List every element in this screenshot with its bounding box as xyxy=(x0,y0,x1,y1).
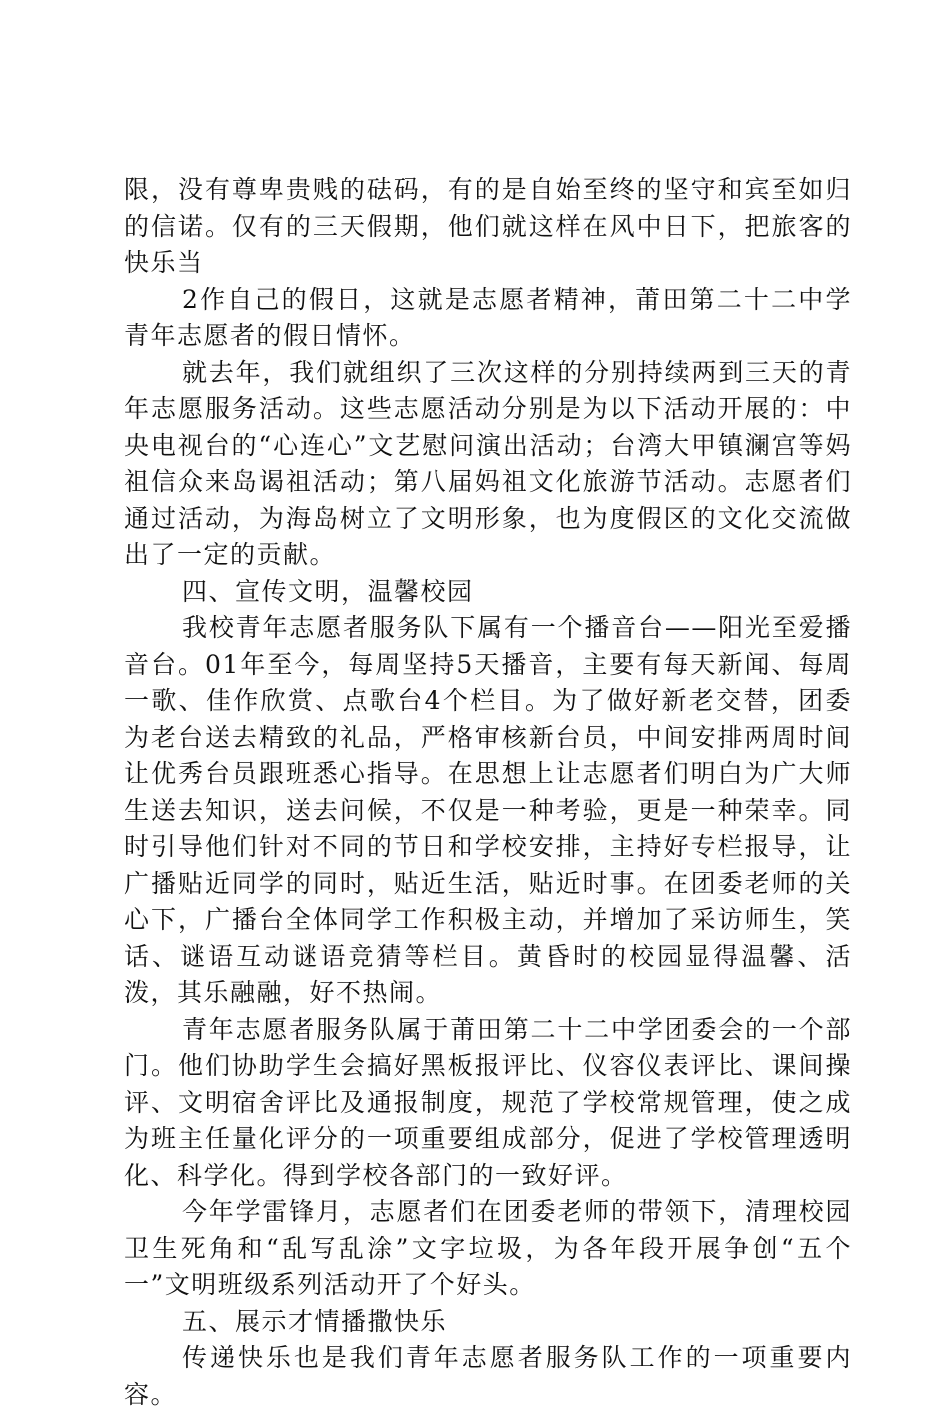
paragraph: 就去年，我们就组织了三次这样的分别持续两到三天的青年志愿服务活动。这些志愿活动分别是为以下活动开展的：中央电视台的“心连心”文艺慰问演出活动；台湾大甲镇澜宫等妈祖信众来岛谒祖活动；第八届妈祖文化旅游节活动。志愿者们通过活动，为海岛树立了文明形象，也为度假区的文化交流做出了一定的贡献。 xyxy=(124,357,852,569)
paragraph: 限，没有尊卑贵贱的砝码，有的是自始至终的坚守和宾至如归的信诺。仅有的三天假期，他们就这样在风中日下，把旅客的快乐当 xyxy=(124,175,852,277)
section-heading: 五、展示才情播撒快乐 xyxy=(182,1306,448,1336)
paragraph: 今年学雷锋月，志愿者们在团委老师的带领下，清理校园卫生死角和“乱写乱涂”文字垃圾，为各年段开展争创“五个一”文明班级系列活动开了个好头。 xyxy=(124,1197,852,1299)
paragraph: 青年志愿者服务队属于莆田第二十二中学团委会的一个部门。他们协助学生会搞好黑板报评比、仪容仪表评比、课间操评、文明宿舍评比及通报制度，规范了学校常规管理，使之成为班主任量化评分的一项重要组成部分，促进了学校管理透明化、科学化。得到学校各部门的一致好评。 xyxy=(124,1014,852,1190)
paragraph: 2作自己的假日，这就是志愿者精神，莆田第二十二中学青年志愿者的假日情怀。 xyxy=(124,284,852,350)
section-heading: 四、宣传文明，温馨校园 xyxy=(182,576,474,606)
paragraph: 我校青年志愿者服务队下属有一个播音台——阳光至爱播音台。01年至今，每周坚持5天播音，主要有每天新闻、每周一歌、佳作欣赏、点歌台4个栏目。为了做好新老交替，团委为老台送去精致的礼品，严格审核新台员，中间安排两周时间让优秀台员跟班悉心指导。在思想上让志愿者们明白为广大师生送去知识，送去问候，不仅是一种考验，更是一种荣幸。同时引导他们针对不同的节日和学校安排，主持好专栏报导，让广播贴近同学的同时，贴近生活，贴近时事。在团委老师的关心下，广播台全体同学工作积极主动，并增加了采访师生，笑话、谜语互动谜语竞猜等栏目。黄昏时的校园显得温馨、活泼，其乐融融，好不热闹。 xyxy=(124,613,852,1007)
document-body xyxy=(124,172,852,1413)
paragraph: 传递快乐也是我们青年志愿者服务队工作的一项重要内容。 xyxy=(124,1343,852,1409)
